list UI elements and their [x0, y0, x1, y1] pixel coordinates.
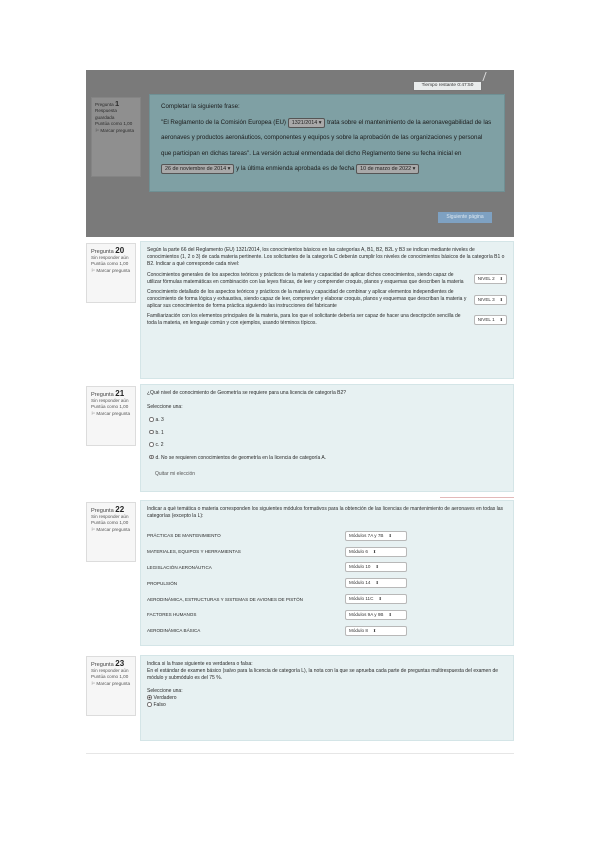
question-text: ¿Qué nivel de conocimiento de Geometría se requiere para una licencia de categoría B2?	[147, 390, 347, 396]
radio-button-selected[interactable]	[147, 695, 152, 700]
next-page-button[interactable]: Siguiente página	[438, 212, 492, 223]
question-content-22	[140, 500, 514, 646]
mouse-cursor-icon	[482, 72, 490, 81]
photo-question-panel	[86, 70, 514, 237]
question-prompt: Completar la siguiente frase:	[161, 103, 240, 110]
question-text: Indica si la frase siguiente es verdadera o falsa:	[147, 661, 253, 667]
question-number: Pregunta 20	[91, 246, 125, 255]
module-row	[147, 623, 407, 639]
question-score: Puntúa como 1,00	[91, 520, 129, 526]
module-select[interactable]: Módulo 14 ⬍	[345, 578, 407, 588]
flag-icon: ⚐	[91, 526, 96, 532]
module-subject: PROPULSIÓN	[147, 580, 178, 586]
module-row	[147, 575, 407, 591]
module-select[interactable]: Módulo 11C ⬍	[345, 594, 407, 604]
question-content-23	[140, 655, 514, 741]
answer-option[interactable]: b. 1	[149, 427, 507, 440]
flag-icon: ⚐	[91, 410, 96, 416]
question-score: Puntúa como 1,00	[91, 404, 129, 410]
question-status: Sin responder aún	[91, 398, 129, 404]
time-remaining: Tiempo restante 0:47:50	[413, 81, 482, 91]
question-status: Sin responder aún	[91, 514, 129, 520]
level-row	[147, 289, 507, 310]
flag-icon: ⚐	[91, 267, 96, 273]
amendment-date-select[interactable]: 10 de marzo de 2022 ▾	[356, 164, 419, 174]
level-select[interactable]: NIVEL 1 ⬍	[474, 315, 507, 325]
flag-icon: ⚐	[95, 127, 100, 133]
question-text: Indicar a qué temática o materia corresponden los siguientes módulos formativos para la obtención de las licencias de mantenimiento de aeronaves en todas las categorías (excepto la L):	[147, 506, 504, 519]
question-score: Puntúa como 1,00	[91, 261, 129, 267]
question-content-21	[140, 384, 514, 492]
question-status: Sin responder aún	[91, 668, 129, 674]
module-row	[147, 607, 407, 623]
question-statement: En el estándar de examen básico (salvo para la licencia de categoría L), la nota con la que se aprueba cada parte de preguntas multirespuesta del examen de módulo y submódulo es del 75 %.	[147, 668, 499, 681]
divider	[440, 497, 514, 498]
answer-option[interactable]: d. No se requieren conocimientos de geometría en la licencia de categoría A.	[149, 452, 507, 465]
flag-question-link[interactable]: ⚐ Marcar pregunta	[91, 267, 131, 273]
level-row	[147, 272, 507, 286]
radio-button[interactable]	[149, 430, 154, 435]
module-subject: PRÁCTICAS DE MANTENIMIENTO	[147, 533, 221, 539]
module-select[interactable]: Módulo 10 ⬍	[345, 562, 407, 572]
question-info-1	[91, 97, 141, 177]
question-status: Respuesta guardada	[95, 108, 117, 120]
level-select[interactable]: NIVEL 2 ⬍	[474, 274, 507, 284]
question-content-1	[149, 94, 505, 192]
flag-question-link[interactable]: ⚐ Marcar pregunta	[91, 526, 131, 532]
question-content-20	[140, 241, 514, 379]
question-number: Pregunta 23	[91, 659, 125, 668]
question-number: Pregunta 1	[95, 99, 120, 108]
module-select[interactable]: Módulos 7A y 7B ⬍	[345, 531, 407, 541]
level-select[interactable]: NIVEL 3 ⬍	[474, 295, 507, 305]
module-subject: LEGISLACIÓN AERONÁUTICA	[147, 564, 212, 570]
question-number: Pregunta 22	[91, 505, 125, 514]
answer-option[interactable]: Verdadero	[147, 695, 507, 702]
flag-question-link[interactable]: ⚐ Marcar pregunta	[95, 127, 135, 133]
question-sentence: "El Reglamento de la Comisión Europea (EU) 1321/2014 ▾ trata sobre el mantenimiento de la aeronavegabilidad de las aeronaves y productos aeronáuticos, componentes y equipos y sobre la aprobación de las organizaciones y personal que participan en dichas tareas". La versión actual enmendada del dicho Reglamento tiene su fecha inicial en 26 de noviembre de 2014 ▾ y la última enmienda aprobada es de fecha 10 de marzo de 2022 ▾	[161, 118, 492, 172]
question-score: Puntúa como 1,00	[91, 674, 129, 680]
answer-option[interactable]: a. 3	[149, 414, 507, 427]
module-row	[147, 591, 407, 607]
regulation-select[interactable]: 1321/2014 ▾	[288, 118, 326, 128]
module-subject: FACTORES HUMANOS	[147, 612, 197, 618]
module-select[interactable]: Módulo 6 ⬍	[345, 547, 407, 557]
level-row	[147, 313, 507, 327]
initial-date-select[interactable]: 26 de noviembre de 2014 ▾	[161, 164, 234, 174]
flag-icon: ⚐	[91, 680, 96, 686]
flag-question-link[interactable]: ⚐ Marcar pregunta	[91, 680, 131, 686]
question-info-23	[86, 656, 136, 716]
select-one-label: Seleccione una:	[147, 404, 183, 410]
level-description: Familiarización con los elementos principales de la materia, para los que el solicitante debería ser capaz de hacer una descripción sencilla de toda la materia, en lenguaje común y con ejemplos, usando términos típicos.	[147, 313, 461, 326]
module-select[interactable]: Módulos 9A y 9B ⬍	[345, 610, 407, 620]
question-info-21	[86, 386, 136, 446]
module-subject: AERODINÁMICA BÁSICA	[147, 628, 201, 634]
select-one-label: Seleccione una:	[147, 688, 183, 694]
question-status: Sin responder aún	[91, 255, 129, 261]
question-text: Según la parte 66 del Reglamento (EU) 1321/2014, los conocimientos básicos en las categorías A, B1, B2, B2L y B3 se indican mediante niveles de conocimientos (1, 2 o 3) de cada materia pertinente. Los solicitantes de la categoría C deberán cumplir los niveles de conocimientos básicos de la categoría B1 o B2. Indicar a qué corresponde cada nivel:	[147, 247, 505, 267]
radio-button-selected[interactable]	[149, 455, 154, 460]
module-row	[147, 528, 407, 544]
module-select[interactable]: Módulo 8 ⬍	[345, 626, 407, 636]
divider	[86, 753, 514, 754]
level-description: Conocimientos generales de los aspectos teóricos y prácticos de la materia y capacidad de aplicar dichos conocimientos, siendo capaz de utilizar fórmulas matemáticas en combinación con las leyes físicas, de leer y comprender croquis, planos y esquemas que describen la materia	[147, 272, 464, 285]
module-row	[147, 544, 407, 560]
answer-option[interactable]: Falso	[147, 702, 507, 709]
radio-button[interactable]	[149, 417, 154, 422]
module-subject: MATERIALES, EQUIPOS Y HERRAMIENTAS	[147, 549, 241, 555]
question-number: Pregunta 21	[91, 389, 125, 398]
flag-question-link[interactable]: ⚐ Marcar pregunta	[91, 410, 131, 416]
question-info-22	[86, 502, 136, 562]
radio-button[interactable]	[147, 702, 152, 707]
radio-button[interactable]	[149, 442, 154, 447]
answer-option[interactable]: c. 2	[149, 439, 507, 452]
question-info-20	[86, 243, 136, 303]
level-description: Conocimiento detallado de los aspectos teóricos y prácticos de la materia y capacidad de combinar y aplicar elementos independientes de conocimiento de forma lógica y exhaustiva, siendo capaz de leer, comprender y elaborar croquis, planos y esquemas que describan la materia y aplicar sus conocimientos de forma práctica siguiendo las instrucciones del fabricante	[147, 289, 467, 309]
module-row	[147, 560, 407, 576]
question-score: Puntúa como 1,00	[95, 121, 133, 127]
module-subject: AERODINÁMICA, ESTRUCTURAS Y SISTEMAS DE AVIONES DE PISTÓN	[147, 596, 303, 602]
clear-choice-link[interactable]: Quitar mi elección	[155, 471, 196, 477]
